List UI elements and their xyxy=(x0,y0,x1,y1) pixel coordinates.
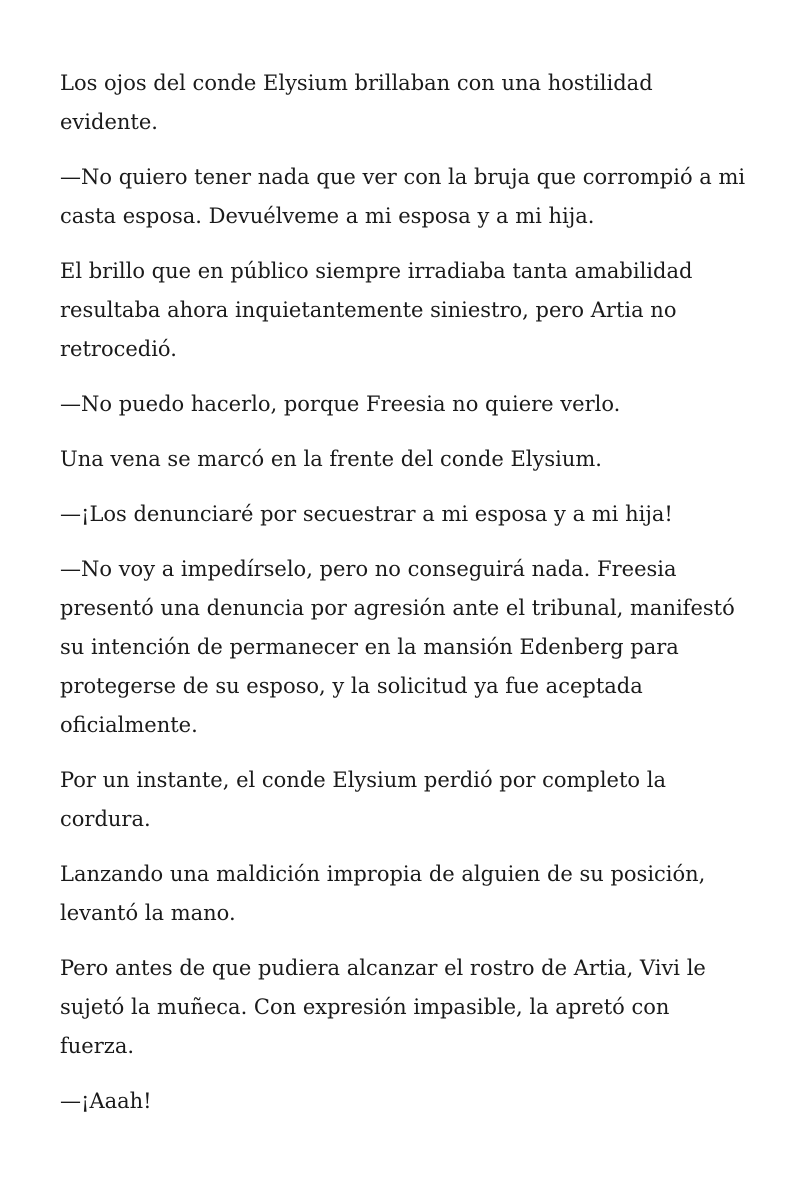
paragraph-4: —No puedo hacerlo, porque Freesia no quiere verlo. xyxy=(60,392,621,416)
paragraph-10: Pero antes de que pudiera alcanzar el rostro de Artia, Vivi le sujetó la muñeca. Con expresión impasible, la apretó con fuerza. xyxy=(60,956,706,1058)
paragraph-6: —¡Los denunciaré por secuestrar a mi esposa y a mi hija! xyxy=(60,502,673,526)
paragraph-9: Lanzando una maldición impropia de alguien de su posición, levantó la mano. xyxy=(60,862,706,925)
paragraph-1: Los ojos del conde Elysium brillaban con una hostilidad evidente. xyxy=(60,71,653,134)
paragraph-11: —¡Aaah! xyxy=(60,1089,152,1113)
paragraph-7: —No voy a impedírselo, pero no conseguirá nada. Freesia presentó una denuncia por agresión ante el tribunal, manifestó su intención de permanecer en la mansión Edenberg para protegerse de su esposo, y la solicitud ya fue aceptada oficialmente. xyxy=(60,557,735,737)
paragraph-5: Una vena se marcó en la frente del conde Elysium. xyxy=(60,447,602,471)
document-body xyxy=(60,64,750,1137)
paragraph-2: —No quiero tener nada que ver con la bruja que corrompió a mi casta esposa. Devuélveme a mi esposa y a mi hija. xyxy=(60,165,746,228)
paragraph-3: El brillo que en público siempre irradiaba tanta amabilidad resultaba ahora inquietantemente siniestro, pero Artia no retrocedió. xyxy=(60,259,693,361)
paragraph-8: Por un instante, el conde Elysium perdió por completo la cordura. xyxy=(60,768,666,831)
